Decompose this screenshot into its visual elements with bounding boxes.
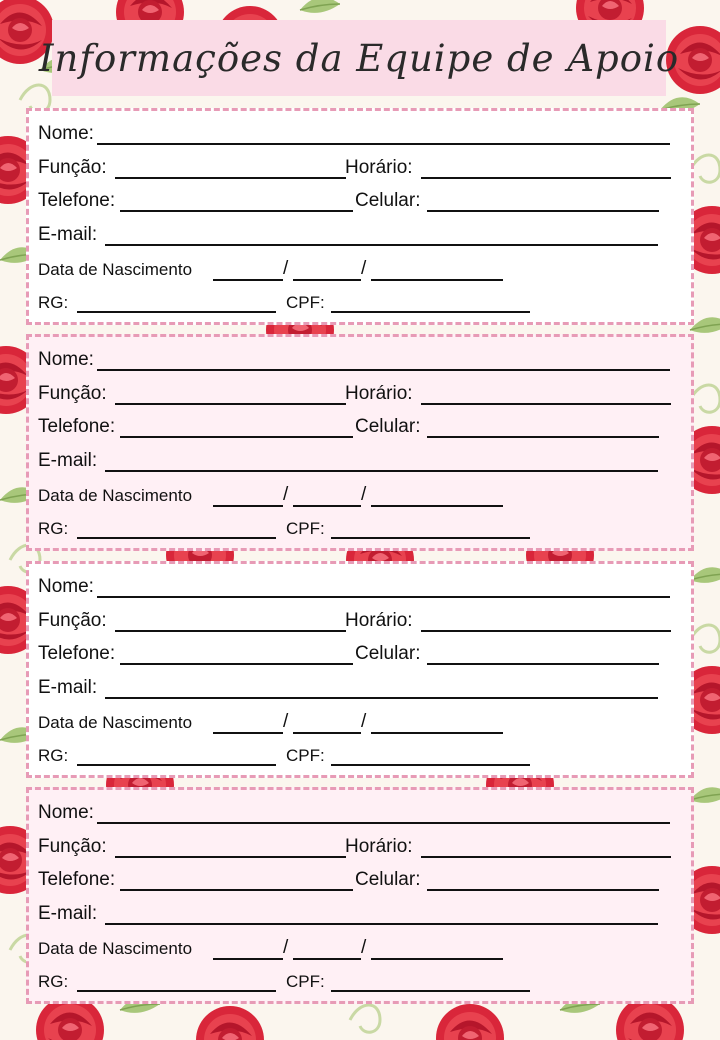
date-slash: / — [283, 258, 289, 279]
telefone-line[interactable] — [120, 663, 353, 665]
horario-label: Horário: — [345, 157, 413, 178]
horario-line[interactable] — [421, 856, 671, 858]
horario-label: Horário: — [345, 610, 413, 631]
date-slash: / — [361, 937, 367, 958]
funcao-line[interactable] — [115, 856, 346, 858]
email-line[interactable] — [105, 923, 658, 925]
date-slash: / — [283, 711, 289, 732]
email-line[interactable] — [105, 697, 658, 699]
celular-line[interactable] — [427, 663, 659, 665]
celular-line[interactable] — [427, 889, 659, 891]
email-label: E-mail: — [38, 677, 98, 698]
date-slash: / — [283, 484, 289, 505]
nascimento-year-line[interactable] — [371, 958, 503, 960]
date-slash: / — [283, 937, 289, 958]
funcao-label: Função: — [38, 383, 107, 404]
cpf-label: CPF: — [286, 519, 325, 538]
nascimento-day-line[interactable] — [213, 958, 283, 960]
horario-line[interactable] — [421, 630, 671, 632]
nome-label: Nome: — [38, 802, 94, 823]
telefone-label: Telefone: — [38, 416, 116, 437]
telefone-label: Telefone: — [38, 869, 116, 890]
funcao-line[interactable] — [115, 630, 346, 632]
date-slash: / — [361, 484, 367, 505]
celular-line[interactable] — [427, 436, 659, 438]
celular-line[interactable] — [427, 210, 659, 212]
nascimento-year-line[interactable] — [371, 505, 503, 507]
celular-label: Celular: — [355, 643, 421, 664]
rg-label: RG: — [38, 293, 69, 312]
cpf-line[interactable] — [331, 311, 530, 313]
rg-label: RG: — [38, 972, 69, 991]
rg-line[interactable] — [77, 990, 276, 992]
horario-label: Horário: — [345, 383, 413, 404]
nascimento-month-line[interactable] — [293, 505, 361, 507]
celular-label: Celular: — [355, 416, 421, 437]
cpf-line[interactable] — [331, 764, 530, 766]
funcao-label: Função: — [38, 836, 107, 857]
funcao-line[interactable] — [115, 177, 346, 179]
email-label: E-mail: — [38, 224, 98, 245]
nome-line[interactable] — [97, 596, 670, 598]
nascimento-year-line[interactable] — [371, 279, 503, 281]
telefone-line[interactable] — [120, 436, 353, 438]
nascimento-label: Data de Nascimento — [38, 939, 193, 958]
nascimento-label: Data de Nascimento — [38, 713, 193, 732]
cpf-line[interactable] — [331, 990, 530, 992]
email-label: E-mail: — [38, 450, 98, 471]
cpf-label: CPF: — [286, 293, 325, 312]
date-slash: / — [361, 711, 367, 732]
nome-label: Nome: — [38, 123, 94, 144]
staff-card — [26, 334, 694, 551]
rg-label: RG: — [38, 519, 69, 538]
telefone-label: Telefone: — [38, 190, 116, 211]
nome-line[interactable] — [97, 822, 670, 824]
nascimento-year-line[interactable] — [371, 732, 503, 734]
staff-card — [26, 108, 694, 325]
nascimento-month-line[interactable] — [293, 732, 361, 734]
title-banner — [38, 20, 680, 96]
cpf-label: CPF: — [286, 972, 325, 991]
nome-label: Nome: — [38, 349, 94, 370]
nascimento-day-line[interactable] — [213, 732, 283, 734]
rg-line[interactable] — [77, 537, 276, 539]
date-slash: / — [361, 258, 367, 279]
rg-line[interactable] — [77, 311, 276, 313]
telefone-line[interactable] — [120, 210, 353, 212]
celular-label: Celular: — [355, 190, 421, 211]
funcao-label: Função: — [38, 610, 107, 631]
rg-line[interactable] — [77, 764, 276, 766]
horario-line[interactable] — [421, 177, 671, 179]
horario-line[interactable] — [421, 403, 671, 405]
celular-label: Celular: — [355, 869, 421, 890]
email-line[interactable] — [105, 470, 658, 472]
horario-label: Horário: — [345, 836, 413, 857]
nascimento-label: Data de Nascimento — [38, 486, 193, 505]
staff-card — [26, 787, 694, 1004]
nascimento-day-line[interactable] — [213, 505, 283, 507]
nascimento-month-line[interactable] — [293, 279, 361, 281]
email-line[interactable] — [105, 244, 658, 246]
nascimento-day-line[interactable] — [213, 279, 283, 281]
cpf-line[interactable] — [331, 537, 530, 539]
staff-card — [26, 561, 694, 778]
nome-line[interactable] — [97, 369, 670, 371]
page-title: Informações da Equipe de Apoio — [38, 36, 680, 80]
nome-line[interactable] — [97, 143, 670, 145]
cpf-label: CPF: — [286, 746, 325, 765]
nascimento-month-line[interactable] — [293, 958, 361, 960]
nome-label: Nome: — [38, 576, 94, 597]
telefone-line[interactable] — [120, 889, 353, 891]
nascimento-label: Data de Nascimento — [38, 260, 193, 279]
funcao-line[interactable] — [115, 403, 346, 405]
rg-label: RG: — [38, 746, 69, 765]
telefone-label: Telefone: — [38, 643, 116, 664]
funcao-label: Função: — [38, 157, 107, 178]
email-label: E-mail: — [38, 903, 98, 924]
